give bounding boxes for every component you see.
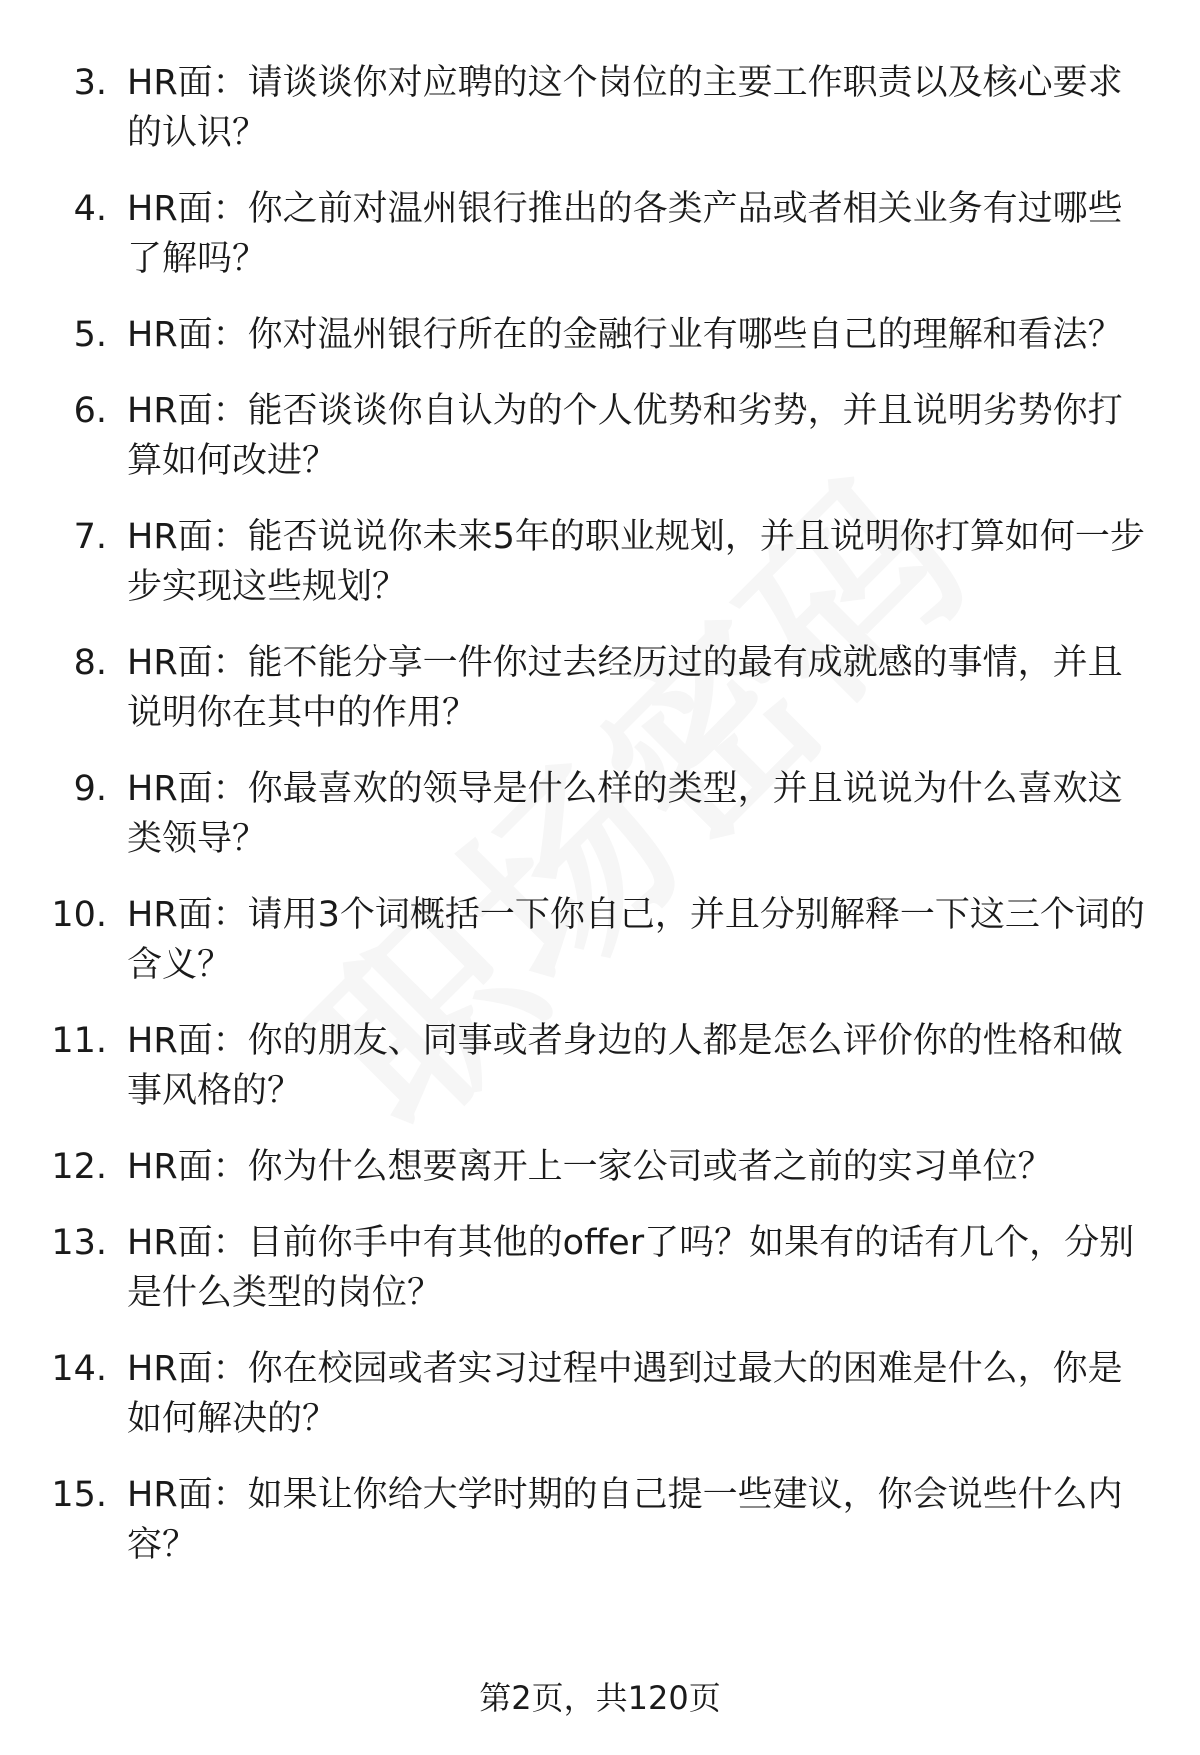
list-item-body: 你为什么想要离开上一家公司或者之前的实习单位？ [247,1147,1053,1187]
list-item-prefix: HR面： [127,391,248,431]
list-item-body: 能不能分享一件你过去经历过的最有成就感的事情，并且说明你在其中的作用？ [127,643,1123,733]
list-item-body: 如果让你给大学时期的自己提一些建议，你会说些什么内容？ [127,1475,1123,1565]
list-item [0,1016,1200,1116]
list-item-body: 你之前对温州银行推出的各类产品或者相关业务有过哪些了解吗？ [127,189,1123,279]
list-item-prefix: HR面： [127,517,248,557]
list-item [0,1218,1200,1318]
list-item [0,1470,1200,1570]
list-item [0,310,1200,360]
list-item-prefix: HR面： [127,1147,248,1187]
list-item-body: 你在校园或者实习过程中遇到过最大的困难是什么，你是如何解决的？ [127,1349,1123,1439]
list-item-number: 7. [73,517,107,557]
list-item-text [127,1344,1152,1444]
list-item-number: 5. [73,315,107,355]
list-item-prefix: HR面： [127,895,248,935]
list-item-text [127,1016,1152,1116]
list-item-number: 15. [51,1475,107,1515]
list-item [0,386,1200,486]
list-item [0,58,1200,158]
list-item-text [127,310,1152,360]
question-list [0,58,1200,1596]
list-item-prefix: HR面： [127,769,248,809]
list-item-text [127,764,1152,864]
list-item-text [127,890,1152,990]
list-item-number: 12. [51,1147,107,1187]
list-item [0,638,1200,738]
list-item-number: 14. [51,1349,107,1389]
list-item-number: 9. [73,769,107,809]
list-item-body: 你最喜欢的领导是什么样的类型，并且说说为什么喜欢这类领导？ [127,769,1123,859]
list-item-text [127,184,1152,284]
list-item-body: 请谈谈你对应聘的这个岗位的主要工作职责以及核心要求的认识？ [127,63,1123,153]
list-item-number: 13. [51,1223,107,1263]
list-item-text [127,1142,1152,1192]
list-item-text [127,58,1152,158]
list-item-text [127,638,1152,738]
list-item-prefix: HR面： [127,1475,248,1515]
list-item-prefix: HR面： [127,1021,248,1061]
list-item [0,184,1200,284]
list-item-prefix: HR面： [127,315,248,355]
list-item-text [127,386,1152,486]
list-item-prefix: HR面： [127,189,248,229]
list-item [0,764,1200,864]
list-item-number: 8. [73,643,107,683]
list-item-prefix: HR面： [127,1349,248,1389]
list-item-number: 3. [73,63,107,103]
list-item [0,1142,1200,1192]
list-item-body: 能否说说你未来5年的职业规划，并且说明你打算如何一步步实现这些规划？ [127,517,1145,607]
list-item-prefix: HR面： [127,1223,248,1263]
list-item-text [127,1470,1152,1570]
list-item-prefix: HR面： [127,63,248,103]
list-item-number: 6. [73,391,107,431]
list-item-text [127,512,1152,612]
page-number: 第2页，共120页 [479,1679,721,1717]
list-item-body: 能否谈谈你自认为的个人优势和劣势，并且说明劣势你打算如何改进？ [127,391,1123,481]
list-item-number: 4. [73,189,107,229]
list-item [0,512,1200,612]
list-item-number: 10. [51,895,107,935]
list-item [0,890,1200,990]
list-item-body: 目前你手中有其他的offer了吗？如果有的话有几个，分别是什么类型的岗位？ [127,1223,1135,1313]
list-item-number: 11. [51,1021,107,1061]
list-item-body: 请用3个词概括一下你自己，并且分别解释一下这三个词的含义？ [127,895,1145,985]
list-item-prefix: HR面： [127,643,248,683]
list-item [0,1344,1200,1444]
list-item-body: 你对温州银行所在的金融行业有哪些自己的理解和看法？ [247,315,1123,355]
list-item-body: 你的朋友、同事或者身边的人都是怎么评价你的性格和做事风格的？ [127,1021,1123,1111]
list-item-text [127,1218,1152,1318]
